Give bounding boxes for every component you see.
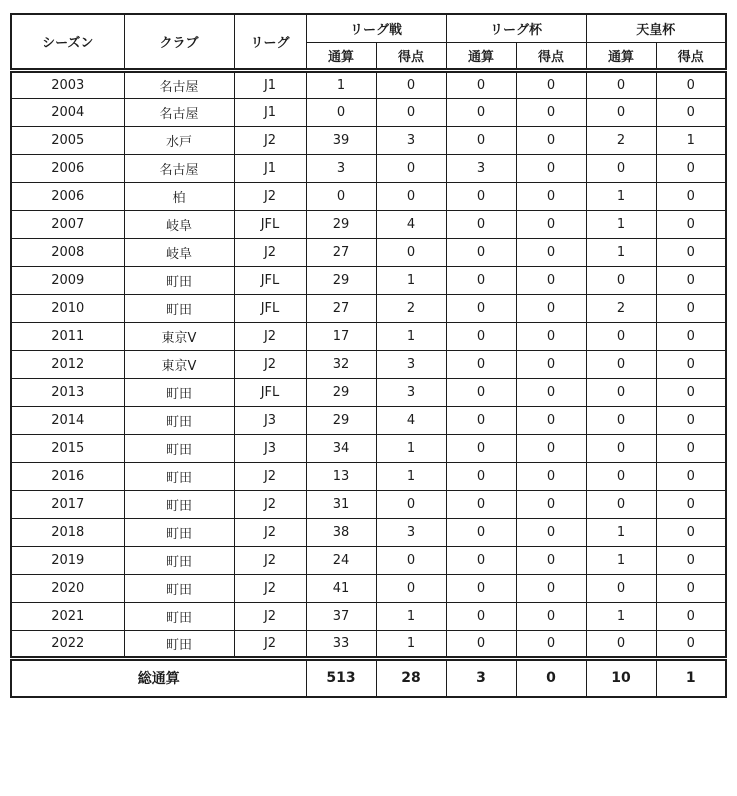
table-cell: 0 [586, 378, 656, 406]
col-header-season: シーズン [11, 14, 124, 70]
table-cell: 34 [306, 434, 376, 462]
table-cell: 2019 [11, 546, 124, 574]
table-cell: 2018 [11, 518, 124, 546]
table-cell: 1 [376, 630, 446, 658]
table-cell: 0 [586, 574, 656, 602]
table-cell: 0 [516, 602, 586, 630]
table-row [11, 546, 726, 574]
table-cell: 0 [516, 182, 586, 210]
table-cell: 2010 [11, 294, 124, 322]
table-cell: 2003 [11, 70, 124, 98]
col-header-league-apps: 通算 [306, 42, 376, 70]
table-row [11, 378, 726, 406]
table-cell: 0 [306, 182, 376, 210]
table-cell: 2011 [11, 322, 124, 350]
table-cell: 0 [446, 602, 516, 630]
total-cup-apps: 3 [446, 658, 516, 697]
table-row [11, 574, 726, 602]
table-cell: 水戸 [124, 126, 234, 154]
table-cell: 0 [516, 210, 586, 238]
table-cell: 2006 [11, 182, 124, 210]
table-cell: 0 [656, 518, 726, 546]
col-header-league: リーグ [234, 14, 306, 70]
table-cell: J1 [234, 70, 306, 98]
col-header-emperor-goals: 得点 [656, 42, 726, 70]
header-row-groups [11, 14, 726, 42]
table-cell: 4 [376, 210, 446, 238]
table-cell: 0 [516, 322, 586, 350]
table-cell: 0 [516, 350, 586, 378]
table-cell: J2 [234, 630, 306, 658]
table-cell: 名古屋 [124, 70, 234, 98]
table-cell: 0 [656, 154, 726, 182]
table-cell: 0 [516, 574, 586, 602]
table-cell: 0 [586, 350, 656, 378]
col-group-emperors-cup: 天皇杯 [586, 14, 726, 42]
table-cell: 0 [656, 210, 726, 238]
table-cell: J1 [234, 154, 306, 182]
table-row [11, 434, 726, 462]
table-footer [11, 658, 726, 697]
table-cell: 1 [376, 266, 446, 294]
table-cell: 0 [656, 490, 726, 518]
table-cell: 0 [516, 434, 586, 462]
table-cell: 2022 [11, 630, 124, 658]
table-cell: 1 [586, 602, 656, 630]
table-cell: 29 [306, 210, 376, 238]
table-cell: 13 [306, 462, 376, 490]
table-header [11, 14, 726, 70]
table-row [11, 154, 726, 182]
table-cell: 0 [586, 490, 656, 518]
table-cell: 町田 [124, 462, 234, 490]
table-cell: 0 [446, 490, 516, 518]
table-cell: J3 [234, 434, 306, 462]
table-cell: 2013 [11, 378, 124, 406]
table-cell: 31 [306, 490, 376, 518]
table-cell: 1 [586, 238, 656, 266]
total-row [11, 658, 726, 697]
table-row [11, 490, 726, 518]
table-cell: 0 [656, 434, 726, 462]
table-cell: 2 [586, 126, 656, 154]
table-cell: J2 [234, 546, 306, 574]
table-cell: 33 [306, 630, 376, 658]
table-cell: 0 [516, 546, 586, 574]
table-cell: 0 [516, 70, 586, 98]
table-cell: 2021 [11, 602, 124, 630]
table-cell: 0 [306, 98, 376, 126]
table-cell: 0 [586, 434, 656, 462]
table-cell: 岐阜 [124, 210, 234, 238]
table-cell: 37 [306, 602, 376, 630]
col-header-cup-apps: 通算 [446, 42, 516, 70]
table-cell: 3 [376, 378, 446, 406]
table-cell: 柏 [124, 182, 234, 210]
table-cell: 0 [656, 294, 726, 322]
table-cell: 0 [446, 322, 516, 350]
table-cell: 17 [306, 322, 376, 350]
table-cell: 0 [656, 266, 726, 294]
table-cell: 0 [376, 490, 446, 518]
table-cell: 0 [446, 182, 516, 210]
table-cell: 0 [446, 518, 516, 546]
table-cell: 0 [376, 182, 446, 210]
table-cell: 0 [586, 266, 656, 294]
table-row [11, 462, 726, 490]
table-row [11, 98, 726, 126]
table-cell: 0 [376, 98, 446, 126]
table-cell: 27 [306, 238, 376, 266]
table-cell: 0 [446, 434, 516, 462]
table-cell: 町田 [124, 602, 234, 630]
table-cell: 29 [306, 378, 376, 406]
table-cell: 0 [446, 546, 516, 574]
table-cell: 0 [586, 154, 656, 182]
table-cell: 0 [446, 462, 516, 490]
table-cell: 町田 [124, 574, 234, 602]
table-cell: 0 [376, 70, 446, 98]
table-cell: 2 [376, 294, 446, 322]
table-cell: 0 [376, 238, 446, 266]
table-cell: 岐阜 [124, 238, 234, 266]
total-emperor-apps: 10 [586, 658, 656, 697]
table-row [11, 602, 726, 630]
table-cell: 1 [376, 322, 446, 350]
table-cell: 0 [586, 462, 656, 490]
table-cell: 2 [586, 294, 656, 322]
table-cell: JFL [234, 266, 306, 294]
table-cell: 0 [446, 630, 516, 658]
table-cell: 0 [516, 518, 586, 546]
table-cell: 0 [656, 322, 726, 350]
table-cell: JFL [234, 294, 306, 322]
table-cell: 2020 [11, 574, 124, 602]
table-cell: 0 [376, 546, 446, 574]
total-league-goals: 28 [376, 658, 446, 697]
table-cell: 2009 [11, 266, 124, 294]
table-cell: 0 [586, 322, 656, 350]
total-emperor-goals: 1 [656, 658, 726, 697]
table-row [11, 350, 726, 378]
table-cell: 町田 [124, 546, 234, 574]
table-cell: 0 [656, 182, 726, 210]
table-row [11, 294, 726, 322]
table-cell: 0 [516, 462, 586, 490]
table-cell: 2015 [11, 434, 124, 462]
table-cell: 2017 [11, 490, 124, 518]
table-cell: 2004 [11, 98, 124, 126]
table-cell: 0 [656, 462, 726, 490]
table-cell: 0 [656, 574, 726, 602]
table-cell: 29 [306, 266, 376, 294]
total-cup-goals: 0 [516, 658, 586, 697]
table-cell: 1 [376, 462, 446, 490]
table-cell: 町田 [124, 406, 234, 434]
table-cell: J3 [234, 406, 306, 434]
table-cell: 0 [446, 126, 516, 154]
table-cell: 1 [376, 434, 446, 462]
table-cell: J1 [234, 98, 306, 126]
table-row [11, 266, 726, 294]
table-row [11, 210, 726, 238]
table-cell: JFL [234, 210, 306, 238]
table-cell: J2 [234, 462, 306, 490]
total-league-apps: 513 [306, 658, 376, 697]
table-cell: 2012 [11, 350, 124, 378]
table-cell: 名古屋 [124, 98, 234, 126]
table-cell: 3 [376, 350, 446, 378]
table-cell: 町田 [124, 266, 234, 294]
table-cell: 27 [306, 294, 376, 322]
table-cell: 4 [376, 406, 446, 434]
table-cell: 1 [656, 126, 726, 154]
table-cell: 39 [306, 126, 376, 154]
table-cell: 0 [656, 602, 726, 630]
table-cell: 0 [516, 266, 586, 294]
col-header-league-goals: 得点 [376, 42, 446, 70]
table-cell: 町田 [124, 518, 234, 546]
table-cell: 3 [306, 154, 376, 182]
table-cell: 0 [446, 378, 516, 406]
table-cell: 2008 [11, 238, 124, 266]
table-cell: 0 [446, 70, 516, 98]
table-cell: 町田 [124, 630, 234, 658]
table-cell: 38 [306, 518, 376, 546]
table-cell: 0 [656, 238, 726, 266]
table-cell: 0 [516, 378, 586, 406]
table-cell: 0 [586, 406, 656, 434]
table-cell: 0 [516, 126, 586, 154]
table-cell: 東京V [124, 350, 234, 378]
table-cell: 町田 [124, 490, 234, 518]
table-cell: 0 [446, 266, 516, 294]
table-cell: 1 [586, 546, 656, 574]
table-cell: J2 [234, 322, 306, 350]
table-cell: J2 [234, 602, 306, 630]
table-row [11, 126, 726, 154]
table-cell: 0 [516, 98, 586, 126]
table-cell: 0 [656, 630, 726, 658]
table-body [11, 70, 726, 658]
table-cell: 2014 [11, 406, 124, 434]
table-cell: 0 [376, 154, 446, 182]
table-cell: 0 [446, 98, 516, 126]
table-row [11, 238, 726, 266]
table-cell: 町田 [124, 294, 234, 322]
table-cell: 0 [586, 70, 656, 98]
table-cell: 0 [446, 574, 516, 602]
table-cell: 0 [586, 630, 656, 658]
table-cell: 1 [586, 210, 656, 238]
table-cell: 東京V [124, 322, 234, 350]
table-cell: 0 [656, 70, 726, 98]
table-cell: 0 [656, 350, 726, 378]
table-cell: 2006 [11, 154, 124, 182]
col-group-league-cup: リーグ杯 [446, 14, 586, 42]
table-row [11, 322, 726, 350]
col-header-cup-goals: 得点 [516, 42, 586, 70]
table-cell: 0 [446, 350, 516, 378]
table-cell: J2 [234, 182, 306, 210]
table-cell: 0 [656, 98, 726, 126]
table-cell: J2 [234, 518, 306, 546]
table-cell: 0 [656, 378, 726, 406]
table-cell: 0 [446, 238, 516, 266]
table-cell: J2 [234, 238, 306, 266]
table-cell: 1 [586, 182, 656, 210]
table-cell: 2005 [11, 126, 124, 154]
table-cell: 1 [306, 70, 376, 98]
table-row [11, 630, 726, 658]
table-cell: 名古屋 [124, 154, 234, 182]
table-cell: J2 [234, 490, 306, 518]
table-cell: 0 [516, 154, 586, 182]
table-cell: 2016 [11, 462, 124, 490]
table-cell: 0 [446, 294, 516, 322]
table-cell: 0 [516, 406, 586, 434]
career-stats-table [10, 13, 727, 698]
table-row [11, 70, 726, 98]
table-cell: 1 [376, 602, 446, 630]
table-cell: J2 [234, 574, 306, 602]
table-cell: J2 [234, 126, 306, 154]
table-cell: 0 [376, 574, 446, 602]
table-cell: 29 [306, 406, 376, 434]
table-cell: 3 [376, 126, 446, 154]
table-cell: 1 [586, 518, 656, 546]
table-cell: 24 [306, 546, 376, 574]
table-row [11, 406, 726, 434]
table-cell: 3 [376, 518, 446, 546]
table-cell: 0 [446, 210, 516, 238]
col-header-club: クラブ [124, 14, 234, 70]
table-cell: 41 [306, 574, 376, 602]
table-cell: 0 [516, 238, 586, 266]
table-cell: 3 [446, 154, 516, 182]
table-cell: 0 [656, 546, 726, 574]
table-cell: 0 [446, 406, 516, 434]
table-cell: 町田 [124, 434, 234, 462]
table-row [11, 182, 726, 210]
col-group-league-matches: リーグ戦 [306, 14, 446, 42]
table-cell: 0 [516, 294, 586, 322]
table-cell: 0 [656, 406, 726, 434]
table-cell: JFL [234, 378, 306, 406]
table-row [11, 518, 726, 546]
table-cell: 町田 [124, 378, 234, 406]
table-cell: 0 [586, 98, 656, 126]
total-label: 総通算 [11, 658, 306, 697]
table-cell: 0 [516, 630, 586, 658]
table-cell: 32 [306, 350, 376, 378]
col-header-emperor-apps: 通算 [586, 42, 656, 70]
table-cell: 2007 [11, 210, 124, 238]
table-cell: 0 [516, 490, 586, 518]
table-cell: J2 [234, 350, 306, 378]
